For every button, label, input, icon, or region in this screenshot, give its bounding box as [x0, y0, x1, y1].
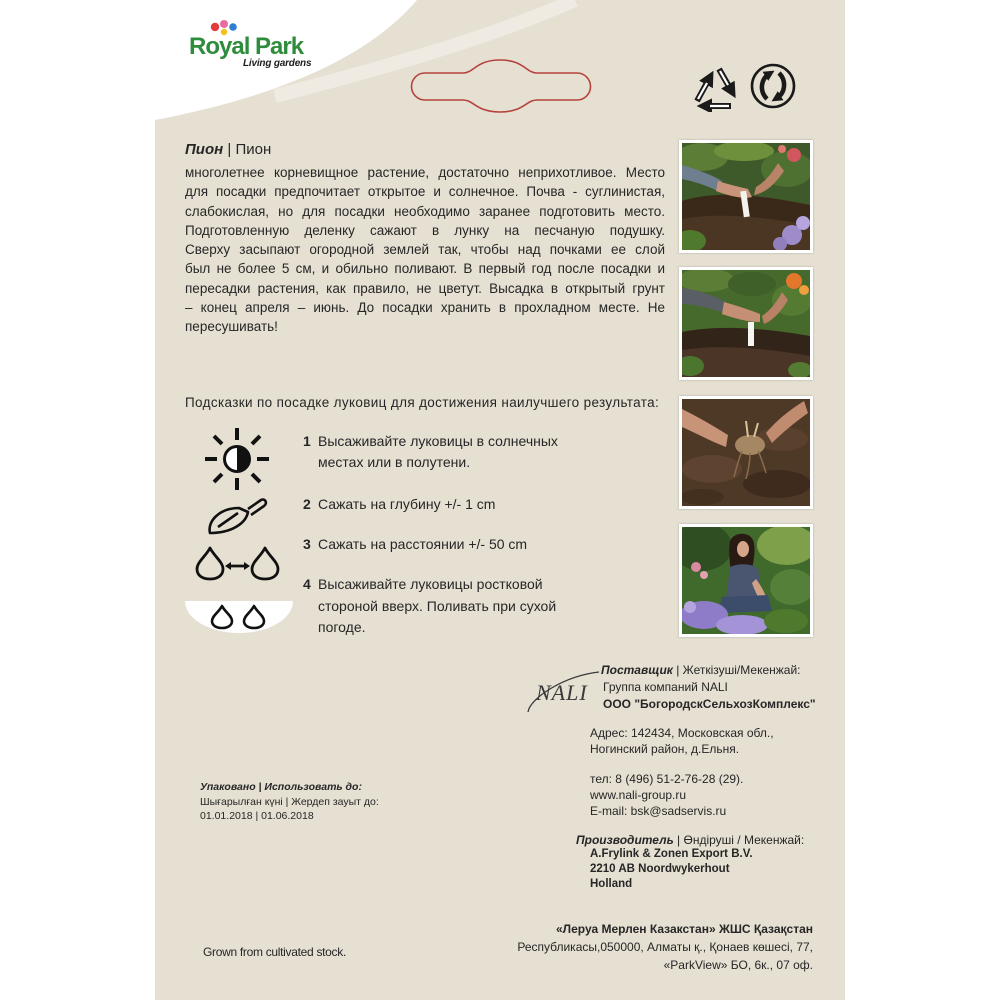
- tip-line: погоде.: [318, 619, 366, 635]
- phone-text: тел: 8 (496) 51-2-76-28 (29).: [590, 772, 744, 786]
- description-line: был не более 5 см, и обильно поливают. В первый год после посадки и: [185, 261, 665, 277]
- packaging-dates-block: [200, 780, 379, 824]
- tip-text: [318, 534, 527, 555]
- brand-logo-tagline: Living gardens: [243, 58, 312, 69]
- bulbs-in-soil-icon: [184, 600, 294, 634]
- tip-text: [318, 574, 556, 639]
- manufacturer-line: 2210 AB Noordwykerhout: [590, 863, 730, 875]
- planting-photo-3: [679, 396, 813, 509]
- supplier-label-kz: | Жеткізуші/Мекенжай:: [672, 663, 801, 677]
- nali-logo: [524, 662, 602, 718]
- importer-block: [517, 920, 813, 974]
- planting-photo-4-image: [682, 527, 810, 634]
- tip-text: [318, 431, 558, 473]
- supplier-group: Группа компаний NALI: [603, 680, 728, 694]
- planting-tips-heading: Подсказки по посадке луковиц для достижения наилучшего результата:: [185, 395, 660, 410]
- hang-slot-outline: [405, 55, 595, 117]
- recycle-icon: [688, 60, 742, 112]
- tip-number: 2: [303, 496, 311, 512]
- tip-item-4: [303, 574, 563, 640]
- description-line: пересушивать!: [185, 319, 278, 335]
- tip-item-1: [303, 431, 563, 475]
- supplier-contacts: [590, 771, 743, 819]
- tip-text: [318, 494, 495, 515]
- tip-line: Сажать на глубину +/- 1 cm: [318, 496, 496, 512]
- tip-line: Высаживайте луковицы в солнечных: [318, 433, 558, 449]
- product-title-primary: Пион: [185, 141, 224, 158]
- description-line: – конец апреля – июнь. До посадки хранить в прохладном месте. Не: [185, 300, 665, 316]
- planting-photo-2: [679, 267, 813, 380]
- tip-item-2: [303, 494, 563, 516]
- packaging-dates: 01.01.2018 | 01.06.2018: [200, 810, 314, 822]
- description-line: для посадки предпочитает открытое и солнечное. Почва - суглинистая,: [185, 184, 665, 200]
- manufacturer-label-ru: Производитель: [576, 833, 674, 847]
- planting-photo-4: [679, 524, 813, 637]
- product-title-secondary: Пион: [235, 141, 272, 158]
- sun-half-shade-icon: [200, 423, 274, 495]
- description-line: Сверху засыпают огородной землей так, чтобы над почками ее слой: [185, 242, 665, 258]
- description-line: многолетнее корневищное растение, достаточно неприхотливое. Место: [185, 165, 665, 180]
- manufacturer-line: A.Frylink & Zonen Export B.V.: [590, 848, 753, 860]
- supplier-label: [601, 662, 816, 679]
- product-title: [185, 141, 271, 159]
- importer-line: «ParkView» БО, 6к., 07 оф.: [663, 958, 813, 972]
- product-title-separator: |: [227, 141, 232, 158]
- manufacturer-label-kz: | Өндіруші / Мекенжай:: [673, 833, 805, 847]
- nali-logo-text: NALI: [536, 680, 588, 705]
- website-text: www.nali-group.ru: [590, 788, 687, 802]
- address-line: Адрес: 142434, Московская обл.,: [590, 726, 774, 740]
- packaging-label: Упаковано | Использовать до:: [200, 781, 362, 793]
- tip-number: 4: [303, 576, 311, 592]
- planting-photo-3-image: [682, 399, 810, 506]
- description-line: слабокислая, но для посадки необходимо заранее подготовить место.: [185, 203, 665, 219]
- supplier-company: ООО "БогородскСельхозКомплекс": [603, 697, 816, 711]
- address-line: Ногинский район, д.Ельня.: [590, 742, 740, 756]
- manufacturer-label: [576, 832, 804, 848]
- tip-line: Сажать на расстоянии +/- 50 cm: [318, 536, 528, 552]
- tip-number: 1: [303, 433, 311, 449]
- planting-photo-1: [679, 140, 813, 253]
- description-line: Подготовленную деленку сажают в лунку на песчаную подушку.: [185, 222, 665, 238]
- manufacturer-address: [590, 847, 753, 892]
- manufacturer-line: Holland: [590, 878, 633, 890]
- packaging-label-kz: Шығарылған күні | Жердеп зауыт до:: [200, 795, 379, 808]
- brand-logo-name: Royal Park: [189, 33, 304, 60]
- email-text: E-mail: bsk@sadservis.ru: [590, 804, 727, 818]
- planting-photo-1-image: [682, 143, 810, 250]
- product-description: [185, 163, 665, 337]
- tip-line: местах или в полутени.: [318, 454, 471, 470]
- planting-photo-2-image: [682, 270, 810, 377]
- trowel-icon: [204, 494, 270, 538]
- green-dot-icon: [748, 62, 798, 110]
- tip-line: стороной вверх. Поливать при сухой: [318, 597, 557, 614]
- origin-note: Grown from cultivated stock.: [203, 945, 346, 959]
- description-line: пересадки растения, как правило, не цветут. Высадка в открытый грунт: [185, 280, 665, 296]
- importer-line: Республикасы,050000, Алматы қ., Қонаев көшесі, 77,: [517, 940, 813, 954]
- supplier-block: [601, 662, 816, 713]
- importer-line: «Леруа Мерлен Казакстан» ЖШС Қазақстан: [556, 922, 813, 936]
- tip-item-3: [303, 534, 563, 556]
- supplier-address: [590, 725, 774, 757]
- tip-number: 3: [303, 536, 311, 552]
- tip-line: Высаживайте луковицы ростковой: [318, 576, 543, 592]
- supplier-label-ru: Поставщик: [601, 663, 673, 677]
- bulb-spacing-icon: [192, 544, 284, 584]
